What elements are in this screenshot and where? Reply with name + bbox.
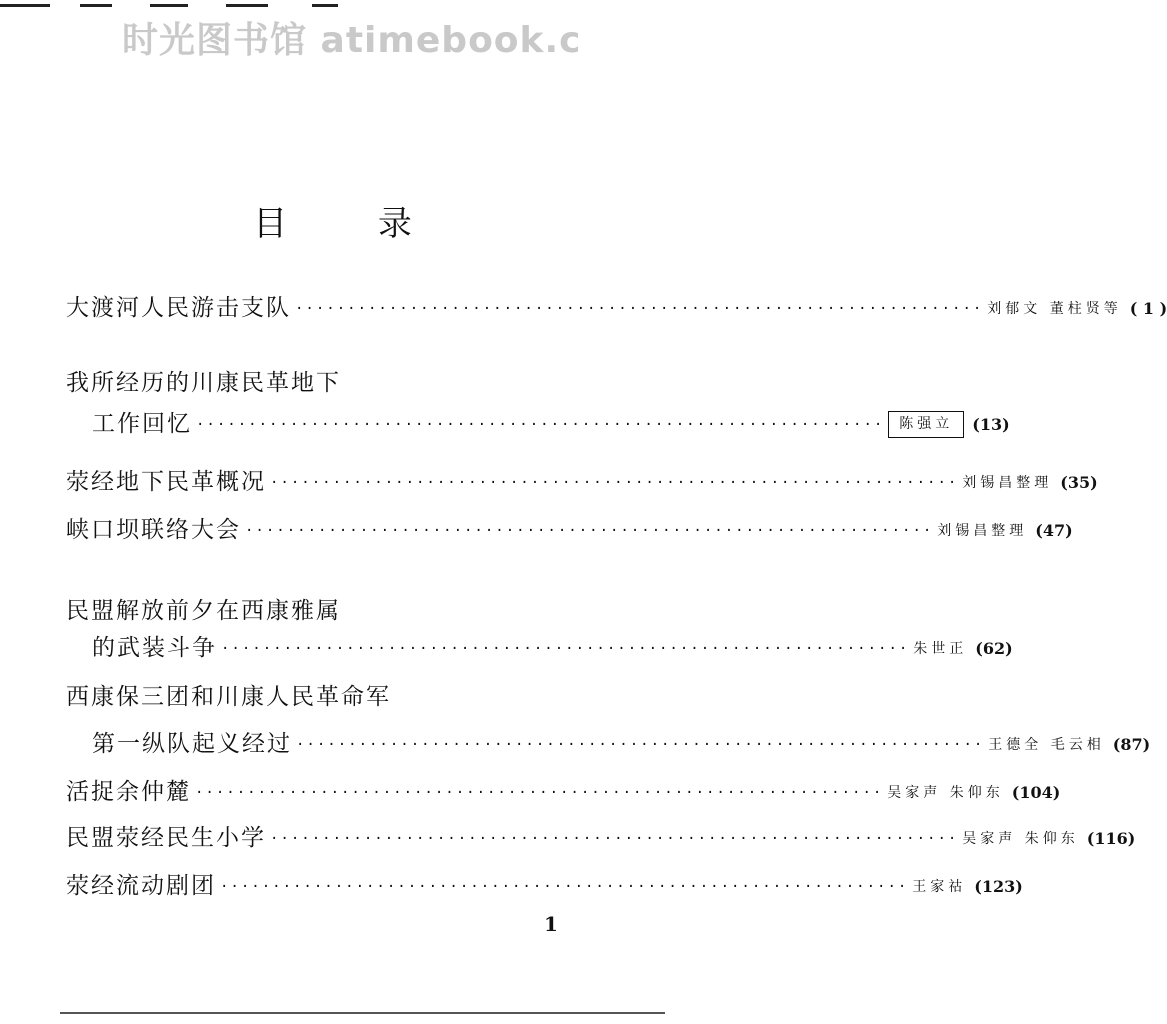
bottom-scan-line (60, 1012, 665, 1014)
entry-title: 荥经流动剧团 (66, 873, 216, 899)
entry-page: (62) (975, 639, 1013, 658)
entry-title: 荥经地下民革概况 (66, 469, 266, 495)
entry-title: 活捉余仲麓 (66, 779, 191, 805)
entry-author: 吴家声 朱仰东 (887, 785, 1004, 801)
toc-entry (66, 766, 1061, 806)
entry-page: (116) (1086, 829, 1136, 848)
toc-entry (66, 504, 1073, 544)
entry-author: 刘锡昌整理 (962, 475, 1053, 491)
entry-author: 陈强立 (888, 411, 964, 438)
toc-entry (92, 622, 1013, 662)
toc-entry (92, 718, 1151, 758)
entry-author: 王德全 毛云相 (988, 737, 1105, 753)
dot-leader: ·································································· (270, 475, 959, 491)
entry-page: (123) (974, 877, 1023, 896)
entry-author: 刘郁文 董柱贤等 (987, 301, 1122, 317)
entry-title: 大渡河人民游击支队 (66, 295, 291, 321)
entry-title: 工作回忆 (92, 411, 192, 437)
entry-author: 吴家声 朱仰东 (962, 831, 1079, 847)
page-title: 目 录 (253, 204, 452, 244)
dot-leader: ·································································· (195, 785, 884, 801)
toc-entry (66, 456, 1098, 496)
entry-page: (87) (1112, 735, 1151, 754)
dot-leader: ·································································· (196, 417, 885, 433)
dot-leader: ·································································· (221, 641, 910, 657)
toc-entry (66, 860, 1023, 900)
dot-leader: ·································································· (220, 879, 909, 895)
toc-entry (66, 282, 1167, 322)
watermark: 时光图书馆 atimebook.c (122, 20, 582, 61)
entry-page: (35) (1060, 473, 1098, 492)
entry-page: (47) (1035, 521, 1073, 540)
top-scan-mark (80, 4, 112, 7)
top-scan-mark (226, 4, 268, 7)
page-number: 1 (544, 912, 558, 936)
entry-title: 第一纵队起义经过 (92, 731, 292, 757)
toc-entry (66, 812, 1136, 852)
entry-page: (13) (972, 415, 1010, 434)
entry-title: 峡口坝联络大会 (66, 517, 241, 543)
entry-title: 的武装斗争 (92, 635, 217, 661)
entry-author: 刘锡昌整理 (937, 523, 1028, 539)
dot-leader: ·································································· (296, 737, 985, 753)
dot-leader: ·································································· (295, 301, 984, 317)
entry-title-line1: 我所经历的川康民革地下 (66, 370, 341, 396)
top-scan-mark (150, 4, 188, 7)
entry-author: 王家祜 (912, 879, 967, 895)
dot-leader: ·································································· (245, 523, 934, 539)
dot-leader: ·································································· (270, 831, 959, 847)
entry-page: (104) (1011, 783, 1061, 802)
toc-entry (92, 398, 1010, 438)
entry-title: 民盟荥经民生小学 (66, 825, 266, 851)
entry-author: 朱世正 (913, 641, 968, 657)
top-scan-mark (312, 4, 338, 7)
entry-page: ( 1 ) (1129, 299, 1167, 318)
entry-title-line1: 西康保三团和川康人民革命军 (66, 684, 391, 710)
entry-title-line1: 民盟解放前夕在西康雅属 (66, 598, 341, 624)
top-scan-mark (0, 4, 50, 7)
